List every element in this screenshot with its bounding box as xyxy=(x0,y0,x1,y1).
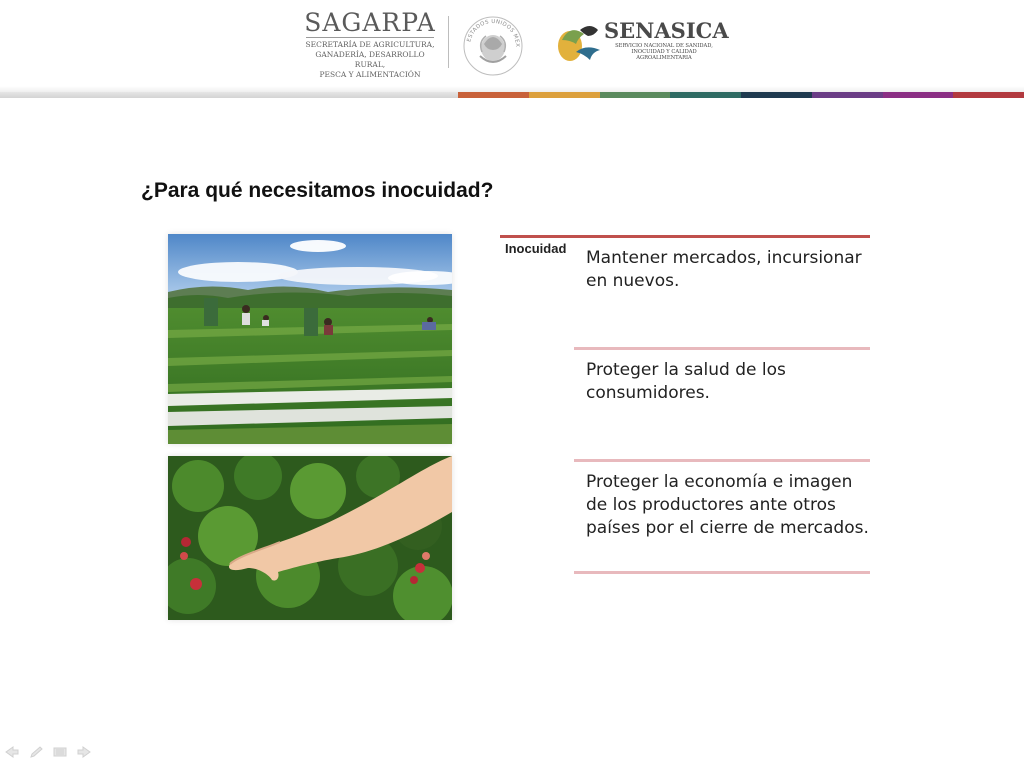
stripe-segment xyxy=(812,92,883,98)
stripe-segment xyxy=(600,92,671,98)
stripe-segment xyxy=(670,92,741,98)
menu-icon[interactable] xyxy=(52,744,68,758)
header-color-stripe xyxy=(458,92,1024,98)
stripe-segment xyxy=(529,92,600,98)
field-workers-photo xyxy=(168,234,452,444)
seal-text: ESTADOS UNIDOS MEX xyxy=(466,18,521,48)
header xyxy=(0,0,1024,100)
raspberry-harvest-photo xyxy=(168,456,452,620)
sagarpa-name: SAGARPA xyxy=(304,8,436,37)
diagram-separator xyxy=(574,571,870,574)
senasica-name: SENASICA xyxy=(604,18,729,43)
slide-title: ¿Para qué necesitamos inocuidad? xyxy=(141,179,494,202)
senasica-emblem-icon xyxy=(554,18,604,66)
header-divider xyxy=(448,16,449,68)
stripe-segment xyxy=(953,92,1024,98)
diagram-item: Proteger la salud de los consumidores. xyxy=(586,360,786,403)
slide-nav xyxy=(4,744,92,758)
pen-icon[interactable] xyxy=(28,744,44,758)
forward-arrow-icon[interactable] xyxy=(76,744,92,758)
diagram-top-line xyxy=(500,235,870,238)
senasica-logo xyxy=(604,18,729,62)
sagarpa-subtitle: SECRETARÍA DE AGRICULTURA, GANADERÍA, DESARROLLO RURAL, PESCA Y ALIMENTACIÓN xyxy=(305,40,435,79)
diagram-item: Proteger la economía e imagen de los productores ante otros países por el cierre de mercados. xyxy=(586,472,869,538)
senasica-subtitle: SERVICIO NACIONAL DE SANIDAD, INOCUIDAD Y CALIDAD AGROALIMENTARIA xyxy=(615,43,713,62)
header-stripe-gray xyxy=(0,92,458,98)
stripe-segment xyxy=(883,92,954,98)
stripe-segment xyxy=(458,92,529,98)
diagram-item: Mantener mercados, incursionar en nuevos. xyxy=(586,248,862,291)
stripe-segment xyxy=(741,92,812,98)
diagram-label: Inocuidad xyxy=(505,241,567,256)
sagarpa-logo xyxy=(300,10,440,80)
national-seal-icon xyxy=(458,10,528,80)
diagram-separator xyxy=(574,347,870,350)
diagram-separator xyxy=(574,459,870,462)
back-arrow-icon[interactable] xyxy=(4,744,20,758)
